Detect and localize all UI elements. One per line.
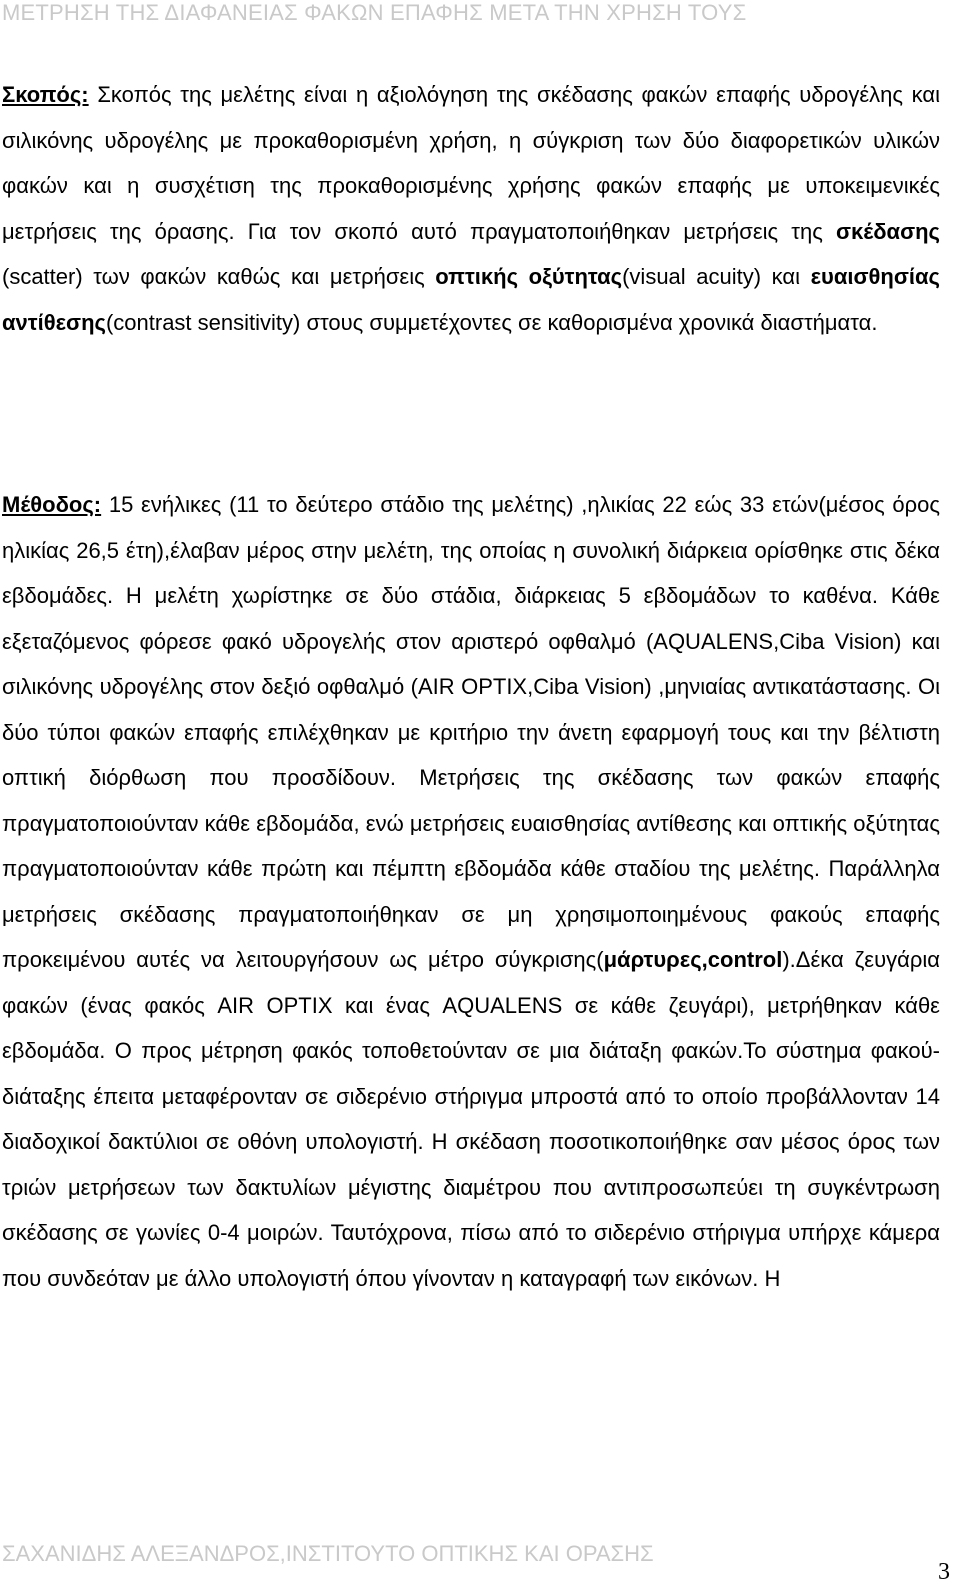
scope-text: Σκοπός της μελέτης είναι η αξιολόγηση της σκέδασης φακών επαφής υδρογέλης και σιλικόνης υδρογέλης με προκαθορισμένη χρήση, η σύγκριση των δύο διαφορετικών υλικών φακών και η συσχέτιση της προκαθορισμένης χρήσης φακών επαφής με υποκειμενικές μετρήσεις της όρασης. Για τον σκοπό αυτό πραγματοποιήθηκαν μετρήσεις της bbox=[2, 82, 940, 244]
term-scatter: σκέδασης bbox=[835, 218, 940, 244]
term-control: μάρτυρες,control bbox=[603, 947, 783, 972]
method-text: 15 ενήλικες (11 το δεύτερο στάδιο της μελέτης) ,ηλικίας 22 εώς 33 ετών(μέσος όρος ηλικίας 26,5 έτη),έλαβαν μέρος στην μελέτη, της οποίας η συνολική διάρκεια ορίσθηκε στις δέκα εβδομάδες. Η μελέτη χωρίστηκε σε δύο στάδια, διάρκειας 5 εβδομάδων το καθένα. Κάθε εξεταζόμενος φόρεσε φακό υδρογελής στον αριστερό οφθαλμό (AQUALENS,Ciba Vision) και σιλικόνης υδρογέλης στον δεξιό οφθαλμό (AIR OPTIX,Ciba Vision) ,μηνιαίας αντικατάστασης. Οι δύο τύποι φακών επαφής επιλέχθηκαν με κριτήριο την άνετη εφαρμογή τους και την βέλτιστη οπτική διόρθωση που προσδίδουν. Μετρήσεις της σκέδασης των φακών επαφής πραγματοποιούνταν κάθε εβδομάδα, ενώ μετρήσεις ευαισθησίας αντίθεσης και οπτικής οξύτητας πραγματοποιούνταν κάθε πρώτη και πέμπτη εβδομάδα κάθε σταδίου της μελέτης. Παράλληλα μετρήσεις σκέδασης πραγματοποιήθηκαν σε μη χρησιμοποιημένους φακούς επαφής προκειμένου αυτές να λειτουργήσουν ως μέτρο σύγκρισης( bbox=[2, 492, 940, 972]
method-heading: Μέθοδος: bbox=[2, 492, 102, 517]
scope-text: (contrast sensitivity) στους συμμετέχοντες σε καθορισμένα χρονικά διαστήματα. bbox=[105, 309, 878, 335]
term-contrast-sensitivity: ευαισθησίας αντίθεσης bbox=[2, 264, 940, 335]
scope-text: (visual acuity) και bbox=[622, 264, 811, 289]
page-number: 3 bbox=[938, 1559, 950, 1585]
scope-heading: Σκοπός: bbox=[2, 82, 89, 107]
method-text: ).Δέκα ζευγάρια φακών (ένας φακός AIR OPTIX και ένας AQUALENS σε κάθε ζευγάρι), μετρήθηκαν κάθε εβδομάδα. Ο προς μέτρηση φακός τοποθετούνταν σε μια διάταξη φακών.Το σύστημα φακού-διάταξης έπειτα μεταφέρονταν σε σιδερένιο στήριγμα μπροστά από το οποίο προβάλλονταν 14 διαδοχικοί δακτύλιοι σε οθόνη υπολογιστή. Η σκέδαση ποσοτικοποιήθηκε σαν μέσος όρος των τριών μετρήσεων των δακτυλίων μέγιστης διαμέτρου που αντιπροσωπεύει τη συγκέντρωση σκέδασης σε γωνίες 0-4 μοιρών. Ταυτόχρονα, πίσω από το σιδερένιο στήριγμα υπήρχε κάμερα που συνδεόταν με άλλο υπολογιστή όπου γίνονταν η καταγραφή των εικόνων. Η bbox=[2, 947, 940, 1291]
running-header: ΜΕΤΡΗΣΗ ΤΗΣ ΔΙΑΦΑΝΕΙΑΣ ΦΑΚΩΝ ΕΠΑΦΗΣ ΜΕΤΑ ΤΗΝ ΧΡΗΣΗ ΤΟΥΣ bbox=[2, 0, 747, 25]
running-footer: ΣΑΧΑΝΙΔΗΣ ΑΛΕΞΑΝΔΡΟΣ,ΙΝΣΤΙΤΟΥΤΟ ΟΠΤΙΚΗΣ ΚΑΙ ΟΡΑΣΗΣ bbox=[2, 1541, 654, 1566]
scope-paragraph bbox=[2, 72, 940, 345]
term-visual-acuity: οπτικής οξύτητας bbox=[435, 264, 623, 289]
scope-text: (scatter) των φακών καθώς και μετρήσεις bbox=[2, 264, 436, 289]
method-paragraph bbox=[2, 482, 940, 1301]
